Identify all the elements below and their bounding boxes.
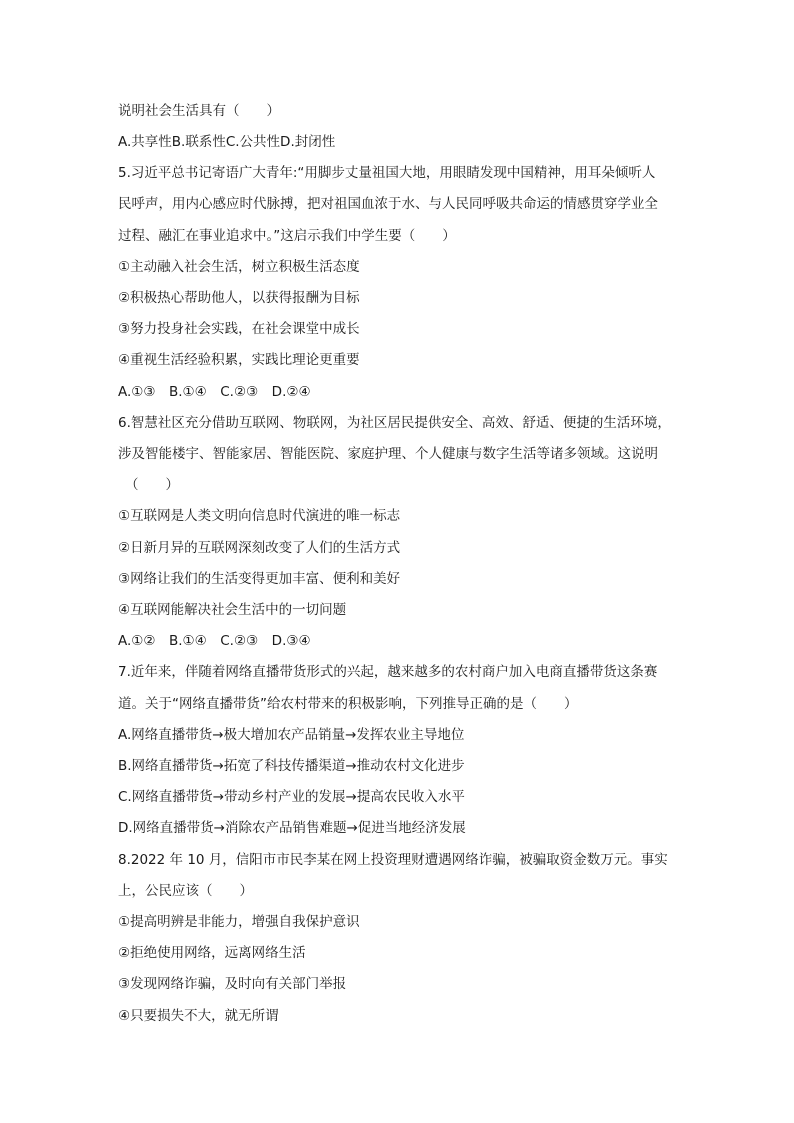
option-line: ①提高明辨是非能力，增强自我保护意识 [118, 914, 360, 930]
option-line: ③努力投身社会实践，在社会课堂中成长 [118, 321, 360, 337]
option-line: ①主动融入社会生活，树立积极生活态度 [118, 259, 360, 275]
answer-choices: A.①② B.①④ C.②③ D.③④ [118, 633, 311, 649]
option-line: ④只要损失不大，就无所谓 [118, 1008, 279, 1024]
text-line: 道。关于“网络直播带货”给农村带来的积极影响，下列推导正确的是（ ） [118, 696, 578, 712]
text-line: A.共享性B.联系性C.公共性D.封闭性 [118, 134, 336, 150]
text-line: 上，公民应该（ ） [118, 883, 253, 899]
question-7-line: 7.近年来，伴随着网络直播带货形式的兴起，越来越多的农村商户加入电商直播带货这条赛 [118, 664, 658, 680]
text-line: 过程、融汇在事业追求中。”这启示我们中学生要（ ） [118, 228, 456, 244]
option-line: ④互联网能解决社会生活中的一切问题 [118, 602, 347, 618]
text-line: 民呼声，用内心感应时代脉搏，把对祖国血浓于水、与人民同呼吸共命运的情感贯穿学业全 [118, 196, 658, 212]
option-line: ④重视生活经验积累，实践比理论更重要 [118, 352, 360, 368]
option-line: ①互联网是人类文明向信息时代演进的唯一标志 [118, 508, 401, 524]
text-line: （ ） [125, 477, 179, 493]
option-line: C.网络直播带货→带动乡村产业的发展→提高农民收入水平 [118, 789, 465, 805]
question-6-line: 6.智慧社区充分借助互联网、物联网，为社区居民提供安全、高效、舒适、便捷的生活环境， [118, 415, 671, 431]
option-line: ②日新月异的互联网深刻改变了人们的生活方式 [118, 540, 401, 556]
option-line: ②积极热心帮助他人，以获得报酬为目标 [118, 290, 360, 306]
option-line: ③发现网络诈骗，及时向有关部门举报 [118, 976, 347, 992]
question-5-line: 5.习近平总书记寄语广大青年:“用脚步丈量祖国大地，用眼睛发现中国精神，用耳朵倾听人 [118, 165, 656, 181]
answer-choices: A.①③ B.①④ C.②③ D.②④ [118, 384, 311, 400]
text-line: 说明社会生活具有（ ） [118, 103, 280, 119]
option-line: D.网络直播带货→消除农产品销售难题→促进当地经济发展 [118, 820, 466, 836]
option-line: ②拒绝使用网络，远离网络生活 [118, 945, 306, 961]
question-8-line: 8.2022 年 10 月，信阳市市民李某在网上投资理财遭遇网络诈骗，被骗取资金数万元。事实 [118, 852, 668, 868]
option-line: ③网络让我们的生活变得更加丰富、便利和美好 [118, 571, 401, 587]
text-line: 涉及智能楼宇、智能家居、智能医院、家庭护理、个人健康与数字生活等诸多领域。这说明 [118, 446, 658, 462]
option-line: A.网络直播带货→极大增加农产品销量→发挥农业主导地位 [118, 727, 465, 743]
option-line: B.网络直播带货→拓宽了科技传播渠道→推动农村文化进步 [118, 758, 465, 774]
